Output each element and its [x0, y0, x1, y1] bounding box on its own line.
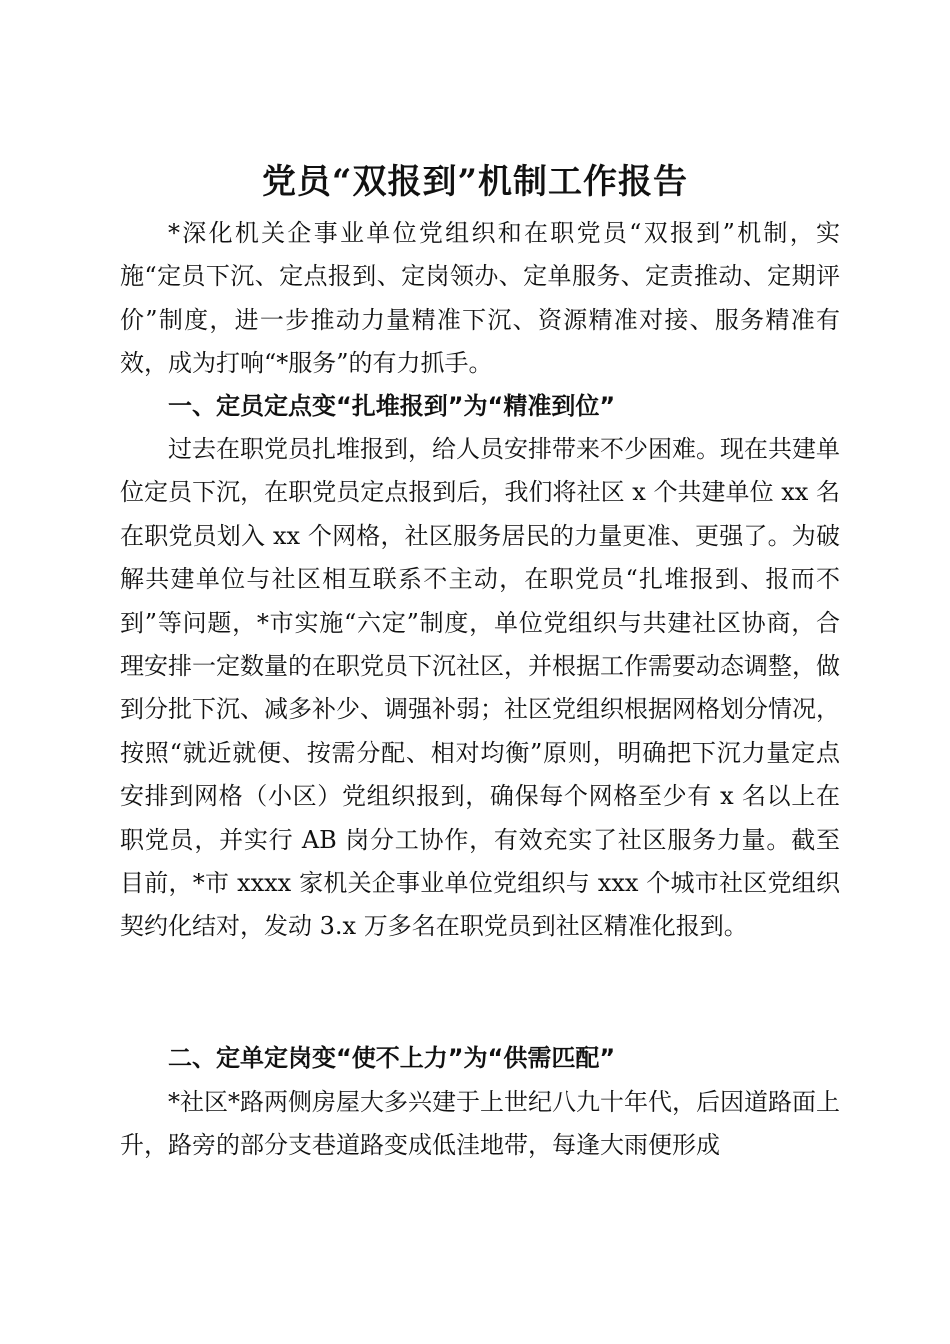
section-body-2: *社区*路两侧房屋大多兴建于上世纪八九十年代，后因道路面上升，路旁的部分支巷道路变成低洼地带，每逢大雨便形成 — [120, 1088, 840, 1160]
section-heading-1: 一、定员定点变“扎堆报到”为“精准到位” — [168, 392, 616, 420]
section-heading-2: 二、定单定岗变“使不上力”为“供需匹配” — [168, 1044, 616, 1072]
section-body-1: 过去在职党员扎堆报到，给人员安排带来不少困难。现在共建单位定员下沉，在职党员定点报到后，我们将社区 x 个共建单位 xx 名在职党员划入 xx 个网格，社区服务居民的力量更准、更强了。为破解共建单位与社区相互联系不主动，在职党员“扎堆报到、报而不到”等问题，*市实施“六定”制度，单位党组织与共建社区协商，合理安排一定数量的在职党员下沉社区，并根据工作需要动态调整，做到分批下沉、减多补少、调强补弱；社区党组织根据网格划分情况，按照“就近就便、按需分配、相对均衡”原则，明确把下沉力量定点安排到网格（小区）党组织报到，确保每个网格至少有 x 名以上在职党员，并实行 AB 岗分工协作，有效充实了社区服务力量。截至目前，*市 xxxx 家机关企事业单位党组织与 xxx 个城市社区党组织契约化结对，发动 3.x 万多名在职党员到社区精准化报到。 — [120, 435, 840, 941]
page-title: 党员“双报到”机制工作报告 — [261, 161, 689, 202]
intro-paragraph: *深化机关企事业单位党组织和在职党员“双报到”机制，实施“定员下沉、定点报到、定岗领办、定单服务、定责推动、定期评价”制度，进一步推动力量精准下沉、资源精准对接、服务精准有效，成为打响“*服务”的有力抓手。 — [120, 219, 840, 378]
